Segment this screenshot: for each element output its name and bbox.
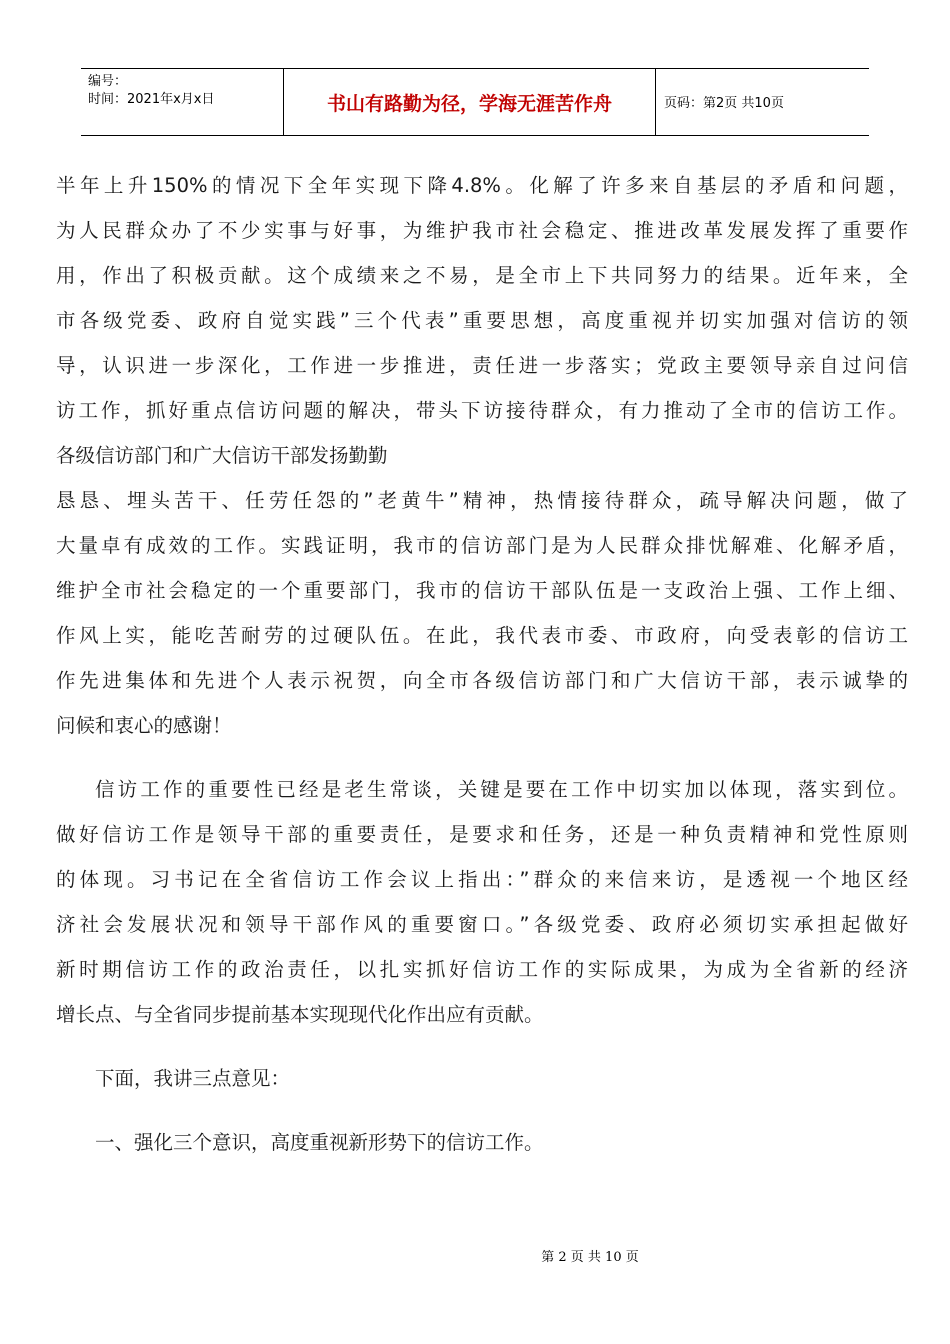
body-line: 新时期信访工作的政治责任，以扎实抓好信访工作的实际成果，为成为全省新的经济 [56,958,908,981]
body-line: 下面，我讲三点意见： [95,1067,291,1090]
paragraph-gap [56,748,908,767]
date-line: 时间：2021年x月x日 [88,92,215,107]
body-line: 大量卓有成效的工作。实践证明，我市的信访部门是为人民群众排忧解难、化解矛盾， [56,534,908,557]
body-line: 问候和衷心的感谢！ [56,714,232,737]
body-line: 做好信访工作是领导干部的重要责任，是要求和任务，还是一种负责精神和党性原则 [56,823,908,846]
body-line: 的体现。习书记在全省信访工作会议上指出：”群众的来信来访，是透视一个地区经 [56,868,908,891]
paragraph-gap [56,1101,908,1120]
body-line: 用，作出了积极贡献。这个成绩来之不易，是全市上下共同努力的结果。近年来，全 [56,264,908,287]
body-line: 各级信访部门和广大信访干部发扬勤勤 [56,444,388,467]
serial-number-label: 编号： [88,74,128,89]
body-line: 作先进集体和先进个人表示祝贺，向全市各级信访部门和广大信访干部，表示诚挚的 [56,669,908,692]
page-footer: 第 2 页 共 10 页 [541,1250,639,1265]
header-motto: 书山有路勤为径，学海无涯苦作舟 [326,93,612,115]
body-line: 维护全市社会稳定的一个重要部门，我市的信访干部队伍是一支政治上强、工作上细、 [56,579,908,602]
page-header [81,68,869,136]
header-meta-cell [81,69,283,135]
header-page-info: 页码：第2页 共10页 [664,96,784,111]
header-page-cell [656,69,869,135]
body-line: 济社会发展状况和领导干部作风的重要窗口。”各级党委、政府必须切实承担起做好 [56,913,908,936]
body-line: 作风上实，能吃苦耐劳的过硬队伍。在此，我代表市委、市政府，向受表彰的信访工 [56,624,908,647]
body-line: 访工作，抓好重点信访问题的解决，带头下访接待群众，有力推动了全市的信访工作。 [56,399,908,422]
paragraph-gap [56,1037,908,1056]
body-line: 为人民群众办了不少实事与好事，为维护我市社会稳定、推进改革发展发挥了重要作 [56,219,908,242]
body-line: 增长点、与全省同步提前基本实现现代化作出应有贡献。 [56,1003,544,1026]
body-line: 恳恳、埋头苦干、任劳任怨的”老黄牛”精神，热情接待群众，疏导解决问题，做了 [56,489,908,512]
section-heading: 一、强化三个意识，高度重视新形势下的信访工作。 [95,1131,544,1154]
body-line: 市各级党委、政府自觉实践”三个代表”重要思想，高度重视并切实加强对信访的领 [56,309,908,332]
header-motto-cell [283,69,656,135]
body-line: 信访工作的重要性已经是老生常谈，关键是要在工作中切实加以体现，落实到位。 [95,778,908,801]
document-body [56,163,908,1165]
body-line: 导，认识进一步深化，工作进一步推进，责任进一步落实；党政主要领导亲自过问信 [56,354,908,377]
body-line: 半年上升150%的情况下全年实现下降4.8%。化解了许多来自基层的矛盾和问题， [56,174,908,197]
